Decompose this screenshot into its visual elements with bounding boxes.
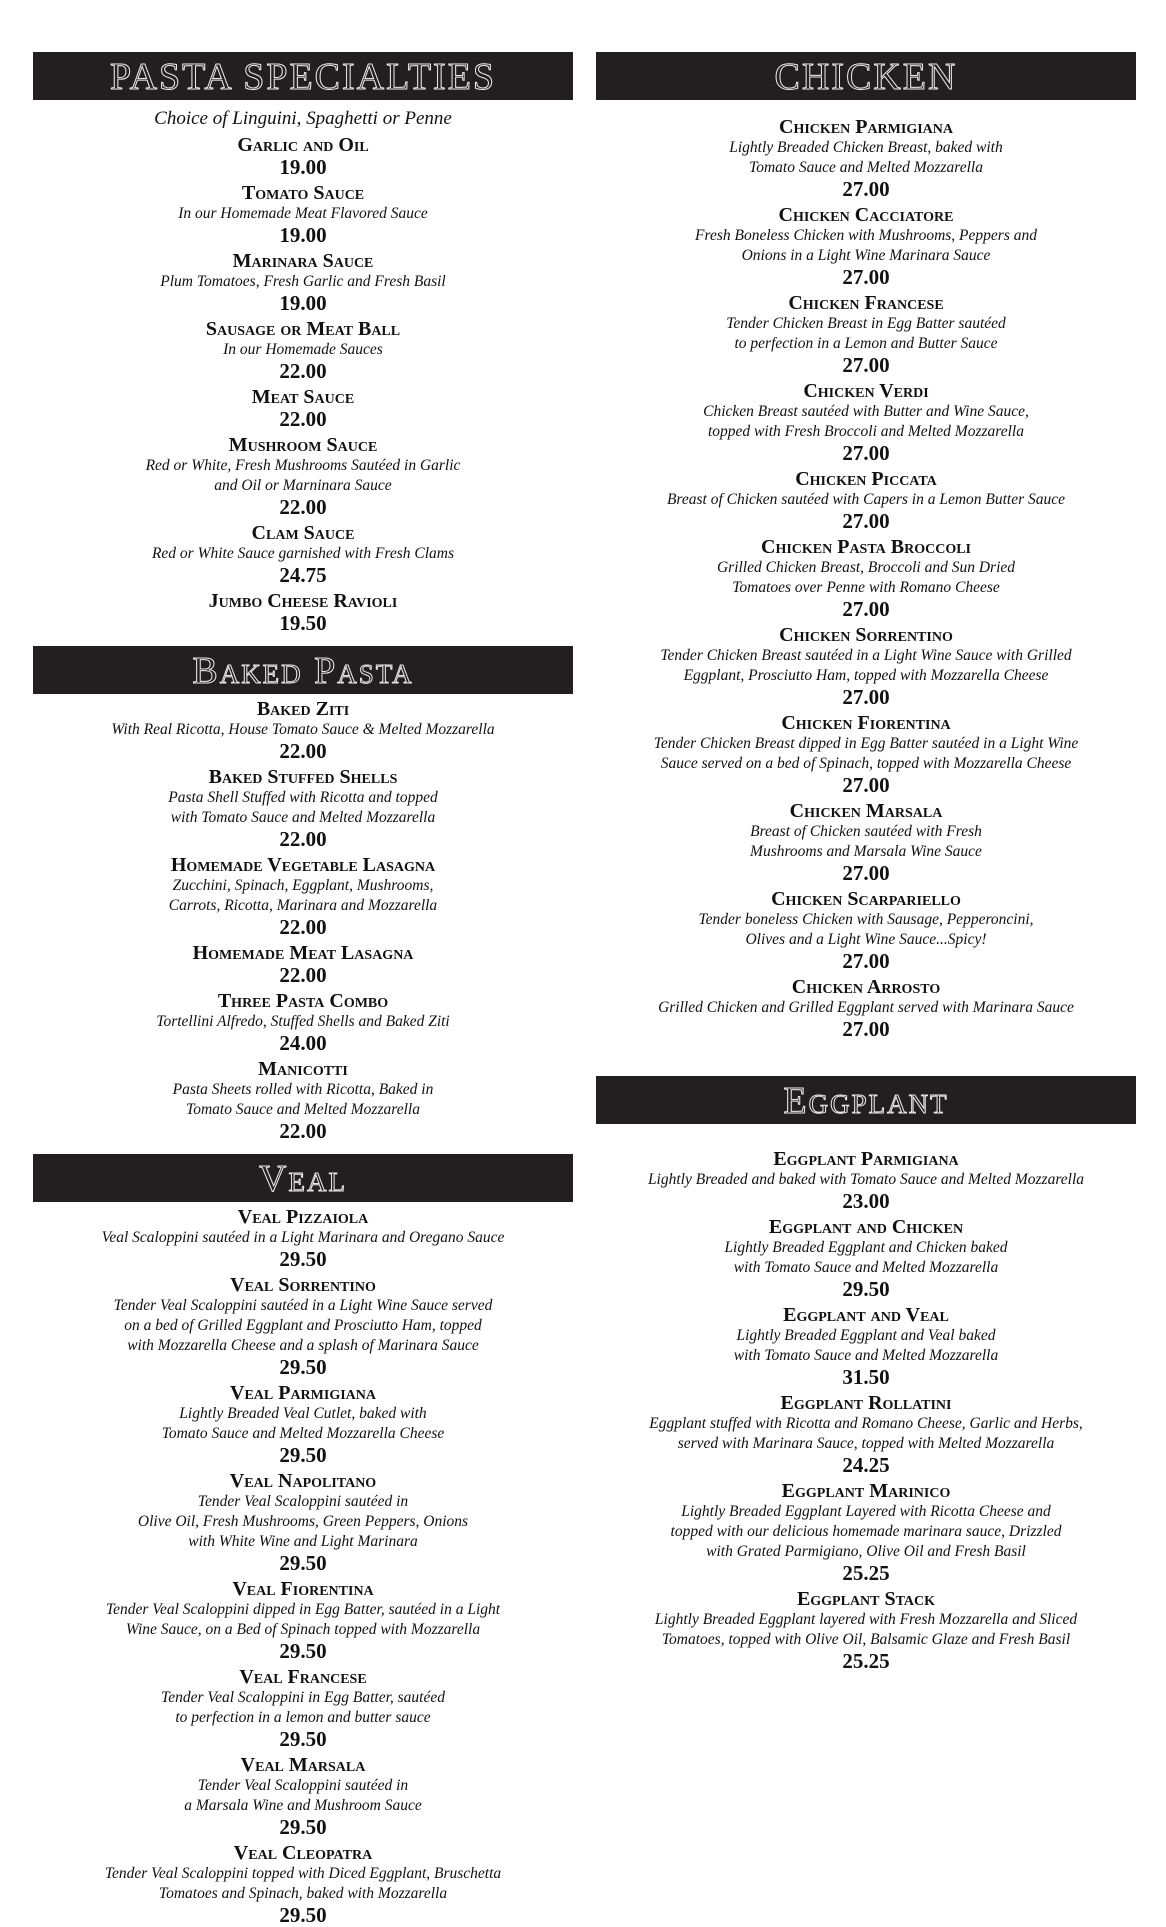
menu-item-price: 22.00	[279, 963, 327, 987]
menu-item-description: Red or White, Fresh Mushrooms Sautéed in Garlic and Oil or Marninara Sauce	[145, 457, 461, 494]
menu-item	[596, 1392, 1136, 1476]
menu-item-name: Chicken Marsala	[789, 800, 943, 822]
menu-item-name: Clam Sauce	[251, 522, 355, 544]
menu-item-name: Chicken Verdi	[803, 380, 929, 402]
menu-item	[596, 536, 1136, 620]
menu-item-name: Baked Ziti	[256, 698, 350, 720]
menu-item-description: Plum Tomatoes, Fresh Garlic and Fresh Basil	[160, 273, 446, 290]
menu-item-name: Sausage or Meat Ball	[205, 318, 401, 340]
menu-item-description: In our Homemade Meat Flavored Sauce	[178, 205, 428, 222]
baked-section-title: Baked Pasta	[192, 650, 414, 692]
eggplant-section-title: Eggplant	[783, 1080, 949, 1122]
menu-item	[33, 698, 573, 762]
menu-item	[33, 1206, 573, 1270]
menu-item-description: Breast of Chicken sautéed with Fresh Mushrooms and Marsala Wine Sauce	[750, 823, 982, 860]
menu-item-name: Eggplant and Chicken	[768, 1216, 964, 1238]
menu-item-price: 22.00	[279, 359, 327, 383]
menu-item-name: Veal Marsala	[240, 1754, 366, 1776]
menu-item-price: 29.50	[279, 1247, 327, 1271]
menu-item-description: Tender Veal Scaloppini dipped in Egg Batter, sautéed in a Light Wine Sauce, on a Bed of Spinach topped with Mozzarella	[105, 1601, 501, 1638]
menu-item-description: Tender Veal Scaloppini topped with Diced Eggplant, Bruschetta Tomatoes and Spinach, baked with Mozzarella	[104, 1865, 502, 1902]
menu-item-price: 27.00	[842, 685, 890, 709]
menu-item-name: Eggplant and Veal	[783, 1304, 949, 1326]
menu-item-description: Lightly Breaded Chicken Breast, baked with Tomato Sauce and Melted Mozzarella	[729, 139, 1003, 176]
menu-item-price: 27.00	[842, 177, 890, 201]
menu-item	[596, 292, 1136, 376]
menu-item-name: Homemade Vegetable Lasagna	[170, 854, 436, 876]
menu-item-price: 27.00	[842, 773, 890, 797]
chicken-items	[596, 116, 1136, 1040]
menu-item	[596, 712, 1136, 796]
menu-item	[33, 318, 573, 382]
menu-item	[33, 766, 573, 850]
menu-item-description: Grilled Chicken and Grilled Eggplant served with Marinara Sauce	[658, 999, 1074, 1016]
menu-item-name: Veal Pizzaiola	[237, 1206, 369, 1228]
menu-item-description: Lightly Breaded Veal Cutlet, baked with Tomato Sauce and Melted Mozzarella Cheese	[161, 1405, 445, 1442]
menu-item-name: Chicken Francese	[788, 292, 944, 314]
menu-item	[33, 1578, 573, 1662]
menu-item-price: 27.00	[842, 265, 890, 289]
menu-item-name: Veal Parmigiana	[230, 1382, 376, 1404]
baked-items	[33, 698, 573, 1142]
menu-item-price: 25.25	[842, 1561, 890, 1585]
menu-item-description: Tender Veal Scaloppini sautéed in Olive Oil, Fresh Mushrooms, Green Peppers, Onions with White Wine and Light Marinara	[137, 1493, 469, 1550]
menu-item-description: Tortellini Alfredo, Stuffed Shells and Baked Ziti	[156, 1013, 450, 1030]
eggplant-section-header	[596, 1076, 1136, 1124]
menu-item	[33, 250, 573, 314]
menu-item-name: Chicken Fiorentina	[781, 712, 951, 734]
menu-item	[33, 182, 573, 246]
pasta-section-title: PASTA SPECIALTIES	[109, 56, 497, 98]
menu-item-price: 27.00	[842, 861, 890, 885]
menu-item-name: Chicken Scarpariello	[771, 888, 961, 910]
menu-item-price: 29.50	[279, 1903, 327, 1927]
menu-item-price: 24.25	[842, 1453, 890, 1477]
menu-item-name: Chicken Parmigiana	[779, 116, 953, 138]
menu-item-description: Tender Chicken Breast dipped in Egg Batter sautéed in a Light Wine Sauce served on a bed of Spinach, topped with Mozzarella Cheese	[653, 735, 1079, 772]
menu-item-description: Zucchini, Spinach, Eggplant, Mushrooms, Carrots, Ricotta, Marinara and Mozzarella	[168, 877, 438, 914]
menu-item-description: Veal Scaloppini sautéed in a Light Marinara and Oregano Sauce	[101, 1229, 505, 1246]
menu-item-name: Eggplant Parmigiana	[773, 1148, 959, 1170]
menu-item-price: 19.00	[279, 155, 327, 179]
menu-item-price: 27.00	[842, 353, 890, 377]
menu-item	[33, 1470, 573, 1574]
menu-item	[33, 1058, 573, 1142]
menu-item-price: 19.00	[279, 223, 327, 247]
menu-item-name: Jumbo Cheese Ravioli	[208, 590, 398, 612]
veal-section-title: Veal	[259, 1158, 347, 1200]
menu-item	[33, 1274, 573, 1378]
menu-item-description: Tender Chicken Breast sautéed in a Light Wine Sauce with Grilled Eggplant, Prosciutto Ham, topped with Mozzarella Cheese	[660, 647, 1072, 684]
menu-item	[596, 1480, 1136, 1584]
menu-item-name: Veal Francese	[239, 1666, 367, 1688]
menu-item	[596, 888, 1136, 972]
menu-item-name: Eggplant Marinico	[781, 1480, 951, 1502]
pasta-section-header	[33, 52, 573, 100]
menu-item	[33, 134, 573, 178]
menu-item-price: 25.25	[842, 1649, 890, 1673]
chicken-section-title: CHICKEN	[774, 56, 958, 98]
menu-item-name: Veal Napolitano	[229, 1470, 377, 1492]
menu-item	[33, 386, 573, 430]
menu-item-price: 29.50	[279, 1443, 327, 1467]
pasta-subtitle: Choice of Linguini, Spaghetti or Penne	[154, 108, 452, 129]
menu-item-description: Pasta Shell Stuffed with Ricotta and topped with Tomato Sauce and Melted Mozzarella	[168, 789, 438, 826]
menu-item-price: 29.50	[279, 1815, 327, 1839]
menu-item-name: Chicken Cacciatore	[778, 204, 954, 226]
menu-item-price: 24.00	[279, 1031, 327, 1055]
menu-item-description: Lightly Breaded Eggplant and Chicken baked with Tomato Sauce and Melted Mozzarella	[724, 1239, 1008, 1276]
menu-item-price: 22.00	[279, 1119, 327, 1143]
menu-item-name: Three Pasta Combo	[217, 990, 389, 1012]
menu-item-description: Tender Chicken Breast in Egg Batter sautéed to perfection in a Lemon and Butter Sauce	[726, 315, 1006, 352]
menu-item-name: Tomato Sauce	[241, 182, 365, 204]
menu-item-price: 24.75	[279, 563, 327, 587]
menu-item	[596, 1148, 1136, 1212]
eggplant-items	[596, 1148, 1136, 1672]
menu-item	[596, 468, 1136, 532]
menu-item-price: 22.00	[279, 739, 327, 763]
menu-item-price: 22.00	[279, 827, 327, 851]
menu-item	[33, 942, 573, 986]
menu-item-name: Meat Sauce	[251, 386, 355, 408]
menu-item-description: Tender Veal Scaloppini in Egg Batter, sautéed to perfection in a lemon and butter sauce	[161, 1689, 445, 1726]
menu-item-name: Eggplant Stack	[796, 1588, 936, 1610]
left-column	[33, 52, 573, 1926]
menu-item-name: Homemade Meat Lasagna	[192, 942, 414, 964]
menu-item-price: 27.00	[842, 949, 890, 973]
menu-item-price: 29.50	[279, 1727, 327, 1751]
menu-item	[596, 204, 1136, 288]
menu-item	[33, 1382, 573, 1466]
right-column	[596, 52, 1136, 1672]
menu-item-name: Chicken Arrosto	[791, 976, 941, 998]
menu-item	[596, 380, 1136, 464]
menu-item-price: 22.00	[279, 407, 327, 431]
menu-item-price: 27.00	[842, 1017, 890, 1041]
menu-item	[596, 976, 1136, 1040]
menu-item-price: 29.50	[279, 1639, 327, 1663]
menu-item	[33, 1666, 573, 1750]
menu-item-description: Red or White Sauce garnished with Fresh Clams	[151, 545, 455, 562]
menu-item-price: 31.50	[842, 1365, 890, 1389]
menu-item-price: 27.00	[842, 597, 890, 621]
menu-item-description: Pasta Sheets rolled with Ricotta, Baked in Tomato Sauce and Melted Mozzarella	[172, 1081, 434, 1118]
menu-item	[596, 1588, 1136, 1672]
menu-item-description: Grilled Chicken Breast, Broccoli and Sun Dried Tomatoes over Penne with Romano Cheese	[716, 559, 1016, 596]
chicken-section-header	[596, 52, 1136, 100]
menu-item-price: 22.00	[279, 915, 327, 939]
menu-item-name: Veal Cleopatra	[233, 1842, 373, 1864]
menu-item-price: 22.00	[279, 495, 327, 519]
pasta-items	[33, 134, 573, 634]
menu-item-description: Lightly Breaded and baked with Tomato Sauce and Melted Mozzarella	[647, 1171, 1085, 1188]
menu-item-description: Tender Veal Scaloppini sautéed in a Light Wine Sauce served on a bed of Grilled Eggplant and Prosciutto Ham, topped with Mozzarella Cheese and a splash of Marinara Sauce	[113, 1297, 493, 1354]
menu-item	[33, 434, 573, 518]
menu-item-name: Manicotti	[258, 1058, 348, 1080]
menu-item	[596, 116, 1136, 200]
menu-item-price: 27.00	[842, 441, 890, 465]
menu-item-description: Eggplant stuffed with Ricotta and Romano Cheese, Garlic and Herbs, served with Marinara Sauce, topped with Melted Mozzarella	[649, 1415, 1083, 1452]
menu-item-description: In our Homemade Sauces	[223, 341, 383, 358]
menu-item	[33, 522, 573, 586]
veal-section-header	[33, 1154, 573, 1202]
menu-item-price: 19.50	[279, 611, 327, 635]
menu-item	[33, 990, 573, 1054]
menu-item-description: Tender Veal Scaloppini sautéed in a Marsala Wine and Mushroom Sauce	[184, 1777, 422, 1814]
menu-item-description: Tender boneless Chicken with Sausage, Pepperoncini, Olives and a Light Wine Sauce...Spicy!	[698, 911, 1034, 948]
menu-item-name: Marinara Sauce	[232, 250, 374, 272]
menu-item	[33, 1754, 573, 1838]
menu-item-description: Lightly Breaded Eggplant layered with Fresh Mozzarella and Sliced Tomatoes, topped with Olive Oil, Balsamic Glaze and Fresh Basil	[654, 1611, 1078, 1648]
menu-item-price: 29.50	[279, 1551, 327, 1575]
menu-item-name: Chicken Pasta Broccoli	[761, 536, 971, 558]
veal-items	[33, 1206, 573, 1926]
menu-item-description: Chicken Breast sautéed with Butter and Wine Sauce, topped with Fresh Broccoli and Melted Mozzarella	[703, 403, 1029, 440]
menu-item	[596, 800, 1136, 884]
menu-item-name: Mushroom Sauce	[228, 434, 378, 456]
menu-item	[33, 590, 573, 634]
menu-item-description: Lightly Breaded Eggplant Layered with Ricotta Cheese and topped with our delicious homemade marinara sauce, Drizzled with Grated Parmigiano, Olive Oil and Fresh Basil	[670, 1503, 1062, 1560]
menu-item-name: Eggplant Rollatini	[780, 1392, 952, 1414]
menu-item-name: Veal Fiorentina	[232, 1578, 374, 1600]
menu-item-name: Chicken Piccata	[795, 468, 937, 490]
menu-item-name: Veal Sorrentino	[230, 1274, 376, 1296]
menu-item-price: 23.00	[842, 1189, 890, 1213]
menu-item	[33, 1842, 573, 1926]
menu-item-price: 29.50	[842, 1277, 890, 1301]
menu-item-name: Baked Stuffed Shells	[208, 766, 398, 788]
menu-item-description: Fresh Boneless Chicken with Mushrooms, Peppers and Onions in a Light Wine Marinara Sauce	[695, 227, 1037, 264]
menu-item-name: Garlic and Oil	[237, 134, 369, 156]
menu-item	[596, 624, 1136, 708]
menu-item-description: Breast of Chicken sautéed with Capers in a Lemon Butter Sauce	[666, 491, 1066, 508]
menu-item-price: 29.50	[279, 1355, 327, 1379]
menu-item	[596, 1216, 1136, 1300]
menu-item-price: 27.00	[842, 509, 890, 533]
menu-item-description: With Real Ricotta, House Tomato Sauce & Melted Mozzarella	[111, 721, 495, 738]
menu-item	[33, 854, 573, 938]
menu-item-price: 19.00	[279, 291, 327, 315]
menu-item-description: Lightly Breaded Eggplant and Veal baked with Tomato Sauce and Melted Mozzarella	[733, 1327, 999, 1364]
menu-item	[596, 1304, 1136, 1388]
baked-section-header	[33, 646, 573, 694]
menu-item-name: Chicken Sorrentino	[779, 624, 953, 646]
